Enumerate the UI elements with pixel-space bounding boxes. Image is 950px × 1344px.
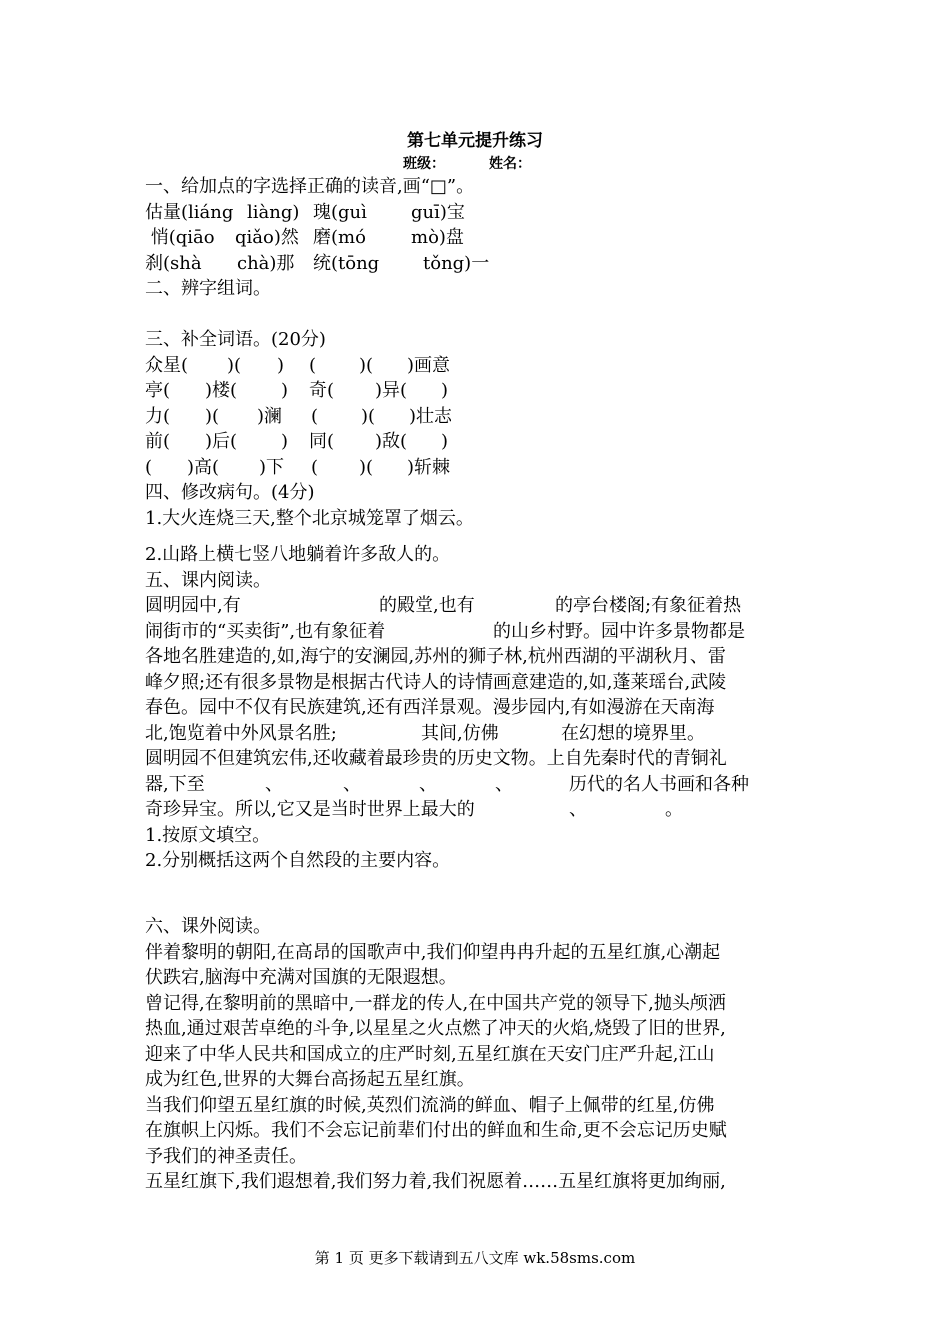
sentence-item: 1.大火连烧三天,整个北京城笼罩了烟云。 [145, 507, 474, 529]
worksheet-body [145, 174, 770, 1195]
section-3-heading: 三、补全词语。(20分) [145, 329, 326, 350]
passage-line: 五星红旗下,我们遐想着,我们努力着,我们祝愿着……五星红旗将更加绚丽, [145, 1171, 726, 1192]
section-1-heading: 一、给加点的字选择正确的读音,画“□”。 [145, 176, 475, 197]
pinyin-row: 估量(liáng liàng) 瑰(guì guī)宝 [145, 201, 465, 223]
passage-line: 圆明园中,有 的殿堂,也有 的亭台楼阁;有象征着热 [145, 595, 742, 616]
section-6-heading: 六、课外阅读。 [145, 916, 271, 937]
passage-line: 伴着黎明的朝阳,在高昂的国歌声中,我们仰望冉冉升起的五星红旗,心潮起 [145, 941, 721, 963]
passage-line: 热血,通过艰苦卓绝的斗争,以星星之火点燃了冲天的火焰,烧毁了旧的世界, [145, 1018, 726, 1039]
passage-line: 予我们的神圣责任。 [145, 1145, 307, 1167]
class-label: 班级： [403, 156, 445, 172]
page-title: 第七单元提升练习 [407, 131, 543, 151]
section-4-heading: 四、修改病句。(4分) [145, 482, 315, 503]
section-2-heading: 二、辨字组词。 [145, 278, 271, 299]
idiom-row: 亭( )楼( ) 奇( )异( ) [145, 380, 449, 401]
passage-line: 当我们仰望五星红旗的时候,英烈们流淌的鲜血、帽子上佩带的红星,仿佛 [145, 1094, 715, 1116]
student-info [403, 153, 531, 173]
passage-line: 奇珍异宝。所以,它又是当时世界上最大的 、 。 [145, 799, 683, 820]
passage-line: 伏跌宕,脑海中充满对国旗的无限遐想。 [145, 967, 457, 988]
passage-line: 在旗帜上闪烁。我们不会忘记前辈们付出的鲜血和生命,更不会忘记历史赋 [145, 1120, 727, 1141]
passage-line: 成为红色,世界的大舞台高扬起五星红旗。 [145, 1069, 475, 1090]
passage-line: 春色。园中不仅有民族建筑,还有西洋景观。漫步园内,有如漫游在天南海 [145, 697, 715, 718]
passage-line: 器,下至 、 、 、 、 历代的名人书画和各种 [145, 773, 749, 795]
passage-line: 迎来了中华人民共和国成立的庄严时刻,五星红旗在天安门庄严升起,江山 [145, 1043, 715, 1065]
idiom-row: 众星( )( ) ( )( )画意 [145, 354, 451, 376]
idiom-row: 前( )后( ) 同( )敌( ) [145, 431, 449, 452]
passage-line: 闹街市的“买卖街”,也有象征着 的山乡村野。园中许多景物都是 [145, 620, 745, 642]
question-item: 2.分别概括这两个自然段的主要内容。 [145, 850, 451, 871]
passage-line: 峰夕照;还有很多景物是根据古代诗人的诗情画意建造的,如,蓬莱瑶台,武陵 [145, 671, 727, 693]
passage-line: 各地名胜建造的,如,海宁的安澜园,苏州的狮子林,杭州西湖的平湖秋月、雷 [145, 646, 726, 667]
name-label: 姓名： [489, 156, 531, 172]
section-5-heading: 五、课内阅读。 [145, 569, 271, 591]
question-item: 1.按原文填空。 [145, 824, 271, 846]
idiom-row: 力( )( )澜 ( )( )壮志 [145, 405, 453, 427]
page-footer: 第 1 页 更多下载请到五八文库 wk.58sms.com [314, 1249, 636, 1267]
pinyin-row: 悄(qiāo qiǎo)然 磨(mó mò)盘 [145, 227, 464, 248]
idiom-row: ( )高( )下 ( )( )斩棘 [145, 456, 451, 478]
passage-line: 曾记得,在黎明前的黑暗中,一群龙的传人,在中国共产党的领导下,抛头颅洒 [145, 992, 726, 1014]
pinyin-row: 刹(shà chà)那 统(tōng tǒng)一 [145, 252, 490, 274]
passage-line: 圆明园不但建筑宏伟,还收藏着最珍贵的历史文物。上自先秦时代的青铜礼 [145, 748, 727, 769]
passage-line: 北,饱览着中外风景名胜; 其间,仿佛 在幻想的境界里。 [145, 722, 705, 744]
sentence-item: 2.山路上横七竖八地躺着许多敌人的。 [145, 544, 451, 565]
